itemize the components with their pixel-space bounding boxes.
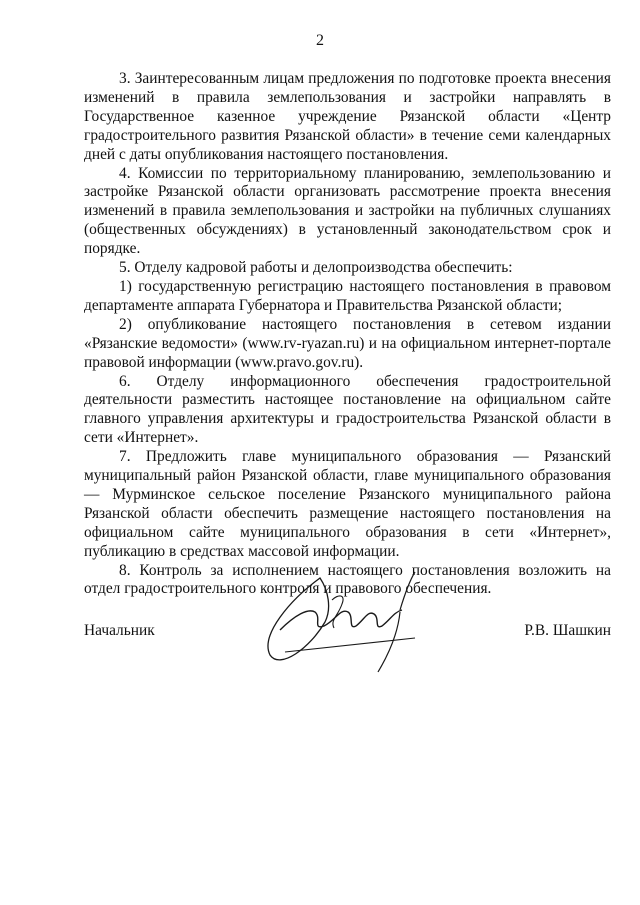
paragraph-5: 5. Отделу кадровой работы и делопроизводства обеспечить: (119, 259, 513, 277)
paragraph-4: 4. Комиссии по территориальному планированию, землепользованию и застройке Рязанской области организовать рассмотрение проекта внесения изменений в правила землепользования и застройки на публичных слушаниях (общественных обсуждениях) в установленный законодательством срок и порядке. (84, 164, 611, 258)
document-body (84, 70, 611, 599)
signatory-name: Р.В. Шашкин (524, 622, 611, 639)
paragraph-6: 6. Отделу информационного обеспечения градостроительной деятельности разместить настоящее постановление на официальном сайте главного управления архитектуры и градостроительства Рязанской области в сети «Интернет». (84, 372, 611, 447)
signature-block (84, 622, 611, 652)
signatory-title: Начальник (84, 622, 155, 639)
paragraph-5-item-2: 2) опубликование настоящего постановления в сетевом издании «Рязанские ведомости» (www.rv-ryazan.ru) и на официальном интернет-портале правовой информации (www.pravo.gov.ru). (84, 315, 611, 371)
paragraph-3: 3. Заинтересованным лицам предложения по подготовке проекта внесения изменений в правила землепользования и застройки направлять в Государственное казенное учреждение Рязанской области «Центр градостроительного развития Рязанской области» в течение семи календарных дней с даты опубликования настоящего постановления. (84, 70, 611, 163)
paragraph-5-item-1: 1) государственную регистрацию настоящего постановления в правовом департаменте аппарата Губернатора и Правительства Рязанской области; (84, 277, 611, 314)
paragraph-7: 7. Предложить главе муниципального образования — Рязанский муниципальный район Рязанской области, главе муниципального образования — Мурминское сельское поселение Рязанского муниципального района Рязанской области обеспечить размещение настоящего постановления на официальном сайте муниципального образования в сети «Интернет», публикацию в средствах массовой информации. (84, 448, 611, 560)
handwritten-signature (250, 560, 430, 680)
page-number: 2 (316, 32, 324, 49)
paragraph-8: 8. Контроль за исполнением настоящего постановления возложить на отдел градостроительного контроля и правового обеспечения. (84, 561, 611, 598)
